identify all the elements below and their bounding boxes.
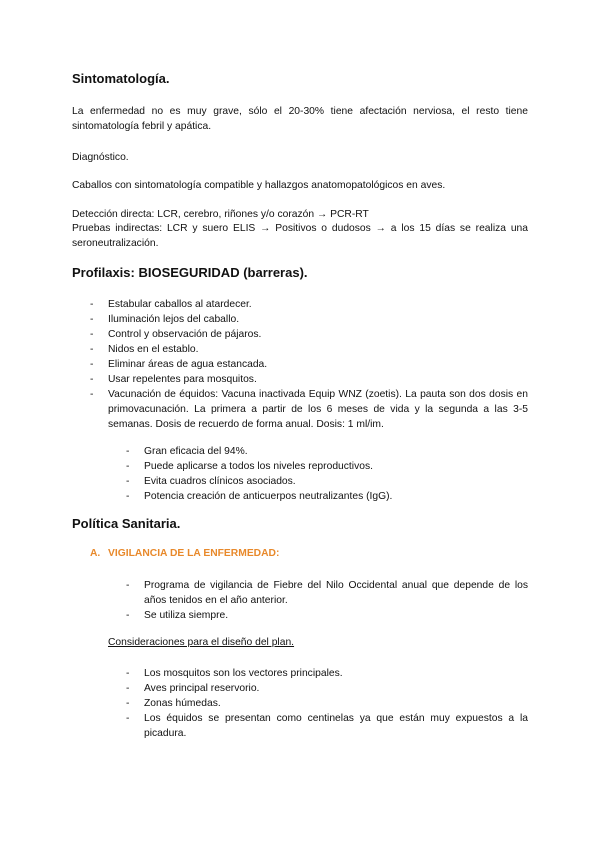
list-item: - Control y observación de pájaros. (108, 327, 528, 342)
list-item: - Aves principal reservorio. (144, 681, 528, 696)
diagnostico-paragraph: Caballos con sintomatología compatible y hallazgos anatomopatológicos en aves. (72, 180, 446, 191)
list-item: - Los équidos se presentan como centinelas ya que están muy expuestos a la picadura. (144, 711, 528, 741)
list-item: - Nidos en el establo. (108, 342, 528, 357)
section-title: VIGILANCIA DE LA ENFERMEDAD: (108, 548, 280, 559)
deteccion-directa-line: Detección directa: LCR, cerebro, riñones y/o corazón → PCR-RT (72, 209, 369, 220)
list-item: - Gran eficacia del 94%. (144, 444, 528, 459)
profilaxis-list (108, 297, 528, 432)
diagnostico-label: Diagnóstico. (72, 152, 129, 163)
list-item: - Estabular caballos al atardecer. (108, 297, 528, 312)
section-letter: A. (90, 548, 101, 559)
vigilancia-subheading (90, 548, 279, 559)
list-item: - Usar repelentes para mosquitos. (108, 372, 528, 387)
list-item: - Potencia creación de anticuerpos neutralizantes (IgG). (144, 489, 528, 504)
list-item: - Los mosquitos son los vectores principales. (144, 666, 528, 681)
list-item: - Evita cuadros clínicos asociados. (144, 474, 528, 489)
politica-heading: Política Sanitaria. (72, 516, 181, 531)
pruebas-indirectas-paragraph: Pruebas indirectas: LCR y suero ELIS → Positivos o dudosos → a los 15 días se realiza una seroneutralización. (72, 223, 528, 249)
list-item: - Zonas húmedas. (144, 696, 528, 711)
sintomatologia-paragraph: La enfermedad no es muy grave, sólo el 20-30% tiene afectación nerviosa, el resto tiene sintomatología febril y apática. (72, 106, 528, 132)
list-item: - Puede aplicarse a todos los niveles reproductivos. (144, 459, 528, 474)
considerations-heading: Consideraciones para el diseño del plan. (108, 637, 295, 648)
list-item: - Eliminar áreas de agua estancada. (108, 357, 528, 372)
vaccine-benefits-list (144, 444, 528, 504)
list-item: - Se utiliza siempre. (144, 608, 528, 623)
sintomatologia-heading: Sintomatología. (72, 71, 170, 86)
list-item: - Programa de vigilancia de Fiebre del Nilo Occidental anual que depende de los años tenidos en el año anterior. (144, 578, 528, 608)
vigilancia-list (144, 578, 528, 623)
list-item: - Vacunación de équidos: Vacuna inactivada Equip WNZ (zoetis). La pauta son dos dosis en primovacunación. La primera a partir de los 6 meses de vida y la segunda a las 3-5 semanas. Dosis de recuerdo de forma anual. Dosis: 1 ml/im. (108, 387, 528, 432)
profilaxis-heading: Profilaxis: BIOSEGURIDAD (barreras). (72, 265, 308, 280)
list-item: - Iluminación lejos del caballo. (108, 312, 528, 327)
considerations-list (144, 666, 528, 741)
